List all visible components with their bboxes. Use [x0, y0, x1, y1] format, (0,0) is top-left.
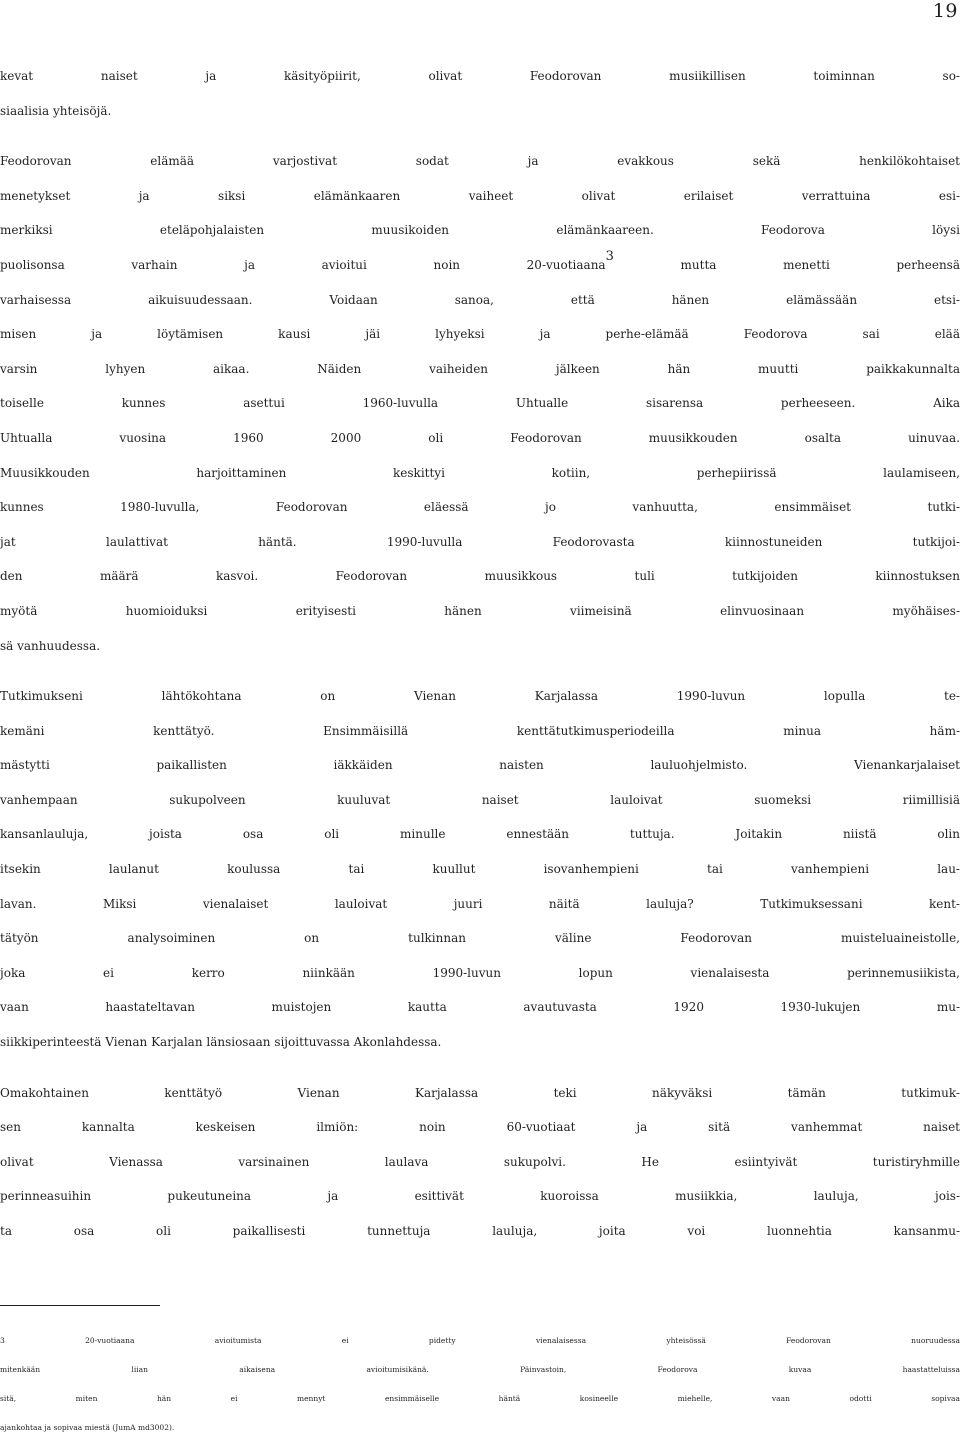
text-line: vaan haastateltavan muistojen kautta avautuvasta 1920 1930-lukujen mu- [0, 1000, 960, 1015]
text-line: Feodorovan elämää varjostivat sodat ja evakkous sekä henkilökohtaiset [0, 154, 960, 169]
text-line: toiselle kunnes asettui 1960-luvulla Uhtualle sisarensa perheeseen. Aika [0, 396, 960, 411]
footnote-line: ajankohtaa ja sopivaa miestä (JumA md3002). [0, 1423, 175, 1432]
text-line: Uhtualla vuosina 1960 2000 oli Feodorovan muusikkouden osalta uinuvaa. [0, 430, 960, 445]
text-line: den määrä kasvoi. Feodorovan muusikkous tuli tutkijoiden kiinnostuksen [0, 569, 960, 584]
footnote-line: 3 20-vuotiaana avioitumista ei pidetty vienalaisessa yhteisössä Feodorovan nuoruudessa [0, 1336, 960, 1345]
text-line: itsekin laulanut koulussa tai kuullut isovanhempieni tai vanhempieni lau- [0, 862, 960, 877]
text-line: Tutkimukseni lähtökohtana on Vienan Karjalassa 1990-luvun lopulla te- [0, 689, 960, 704]
text-line: kunnes 1980-luvulla, Feodorovan eläessä jo vanhuutta, ensimmäiset tutki- [0, 500, 960, 515]
text-line: ta osa oli paikallisesti tunnettuja lauluja, joita voi luonnehtia kansanmu- [0, 1224, 960, 1238]
text-line: mästytti paikallisten iäkkäiden naisten lauluohjelmisto. Vienankarjalaiset [0, 758, 960, 773]
text-line: lavan. Miksi vienalaiset lauloivat juuri näitä lauluja? Tutkimuksessani kent- [0, 896, 960, 911]
text-segment: puolisonsa varhain ja avioitui noin 20-vuotiaana [0, 257, 606, 272]
paragraph-gap [0, 663, 960, 679]
text-line-with-footnote-ref [0, 248, 960, 283]
footnote-line: sitä, miten hän ei mennyt ensimmäiselle häntä kosineelle miehelle, vaan odotti sopivaa [0, 1394, 960, 1403]
text-line: vanhempaan sukupolveen kuuluvat naiset lauloivat suomeksi riimillisiä [0, 792, 960, 807]
paragraph-3 [0, 679, 960, 1060]
text-line: tätyön analysoiminen on tulkinnan väline Feodorovan muisteluaineistolle, [0, 931, 960, 946]
text-line: varsin lyhyen aikaa. Näiden vaiheiden jälkeen hän muutti paikkakunnalta [0, 361, 960, 376]
text-line: sä vanhuudessa. [0, 638, 101, 653]
text-line: merkiksi eteläpohjalaisten muusikoiden elämänkaareen. Feodorova löysi [0, 223, 960, 238]
footnote [0, 1326, 960, 1442]
footnote-divider [0, 1305, 160, 1306]
text-line: perinneasuihin pukeutuneina ja esittivät kuoroissa musiikkia, lauluja, jois- [0, 1189, 960, 1204]
text-line: sen kannalta keskeisen ilmiön: noin 60-vuotiaat ja sitä vanhemmat naiset [0, 1120, 960, 1135]
text-line: myötä huomioiduksi erityisesti hänen viimeisinä elinvuosinaan myöhäises- [0, 603, 960, 618]
text-line: jat laulattivat häntä. 1990-luvulla Feodorovasta kiinnostuneiden tutkijoi- [0, 534, 960, 549]
footnote-ref: 3 [605, 248, 614, 264]
text-line: kevat naiset ja käsityöpiirit, olivat Feodorovan musiikillisen toiminnan so- [0, 69, 960, 83]
text-segment: mutta menetti perheensä [680, 257, 960, 272]
text-line: varhaisessa aikuisuudessaan. Voidaan sanoa, että hänen elämässään etsi- [0, 292, 960, 307]
text-line: olivat Vienassa varsinainen laulava sukupolvi. He esiintyivät turistiryhmille [0, 1154, 960, 1169]
paragraph-4 [0, 1076, 960, 1249]
text-line: siaalisia yhteisöjä. [0, 103, 112, 118]
text-line: Muusikkouden harjoittaminen keskittyi kotiin, perhepiirissä laulamiseen, [0, 465, 960, 480]
text-line: misen ja löytämisen kausi jäi lyhyeksi ja perhe-elämää Feodorova sai elää [0, 327, 960, 342]
paragraph-gap [0, 128, 960, 144]
text-line: joka ei kerro niinkään 1990-luvun lopun vienalaisesta perinnemusiikista, [0, 965, 960, 980]
text-line: Omakohtainen kenttätyö Vienan Karjalassa teki näkyväksi tämän tutkimuk- [0, 1085, 960, 1100]
text-line: menetykset ja siksi elämänkaaren vaiheet olivat erilaiset verrattuina esi- [0, 188, 960, 203]
text-line: siikkiperinteestä Vienan Karjalan länsiosaan sijoittuvassa Akonlahdessa. [0, 1035, 442, 1050]
text-line: kemäni kenttätyö. Ensimmäisillä kenttätutkimusperiodeilla minua häm- [0, 723, 960, 738]
paragraph-gap [0, 1060, 960, 1076]
page-number: 19 [932, 0, 958, 22]
footnote-line: mitenkään liian aikaisena avioitumisikänä. Päinvastoin, Feodorova kuvaa haastatteluissa [0, 1365, 960, 1374]
body-text [0, 59, 960, 1249]
text-line: kansanlauluja, joista osa oli minulle ennestään tuttuja. Joitakin niistä olin [0, 827, 960, 842]
paragraph-1 [0, 59, 960, 128]
paragraph-2 [0, 144, 960, 663]
